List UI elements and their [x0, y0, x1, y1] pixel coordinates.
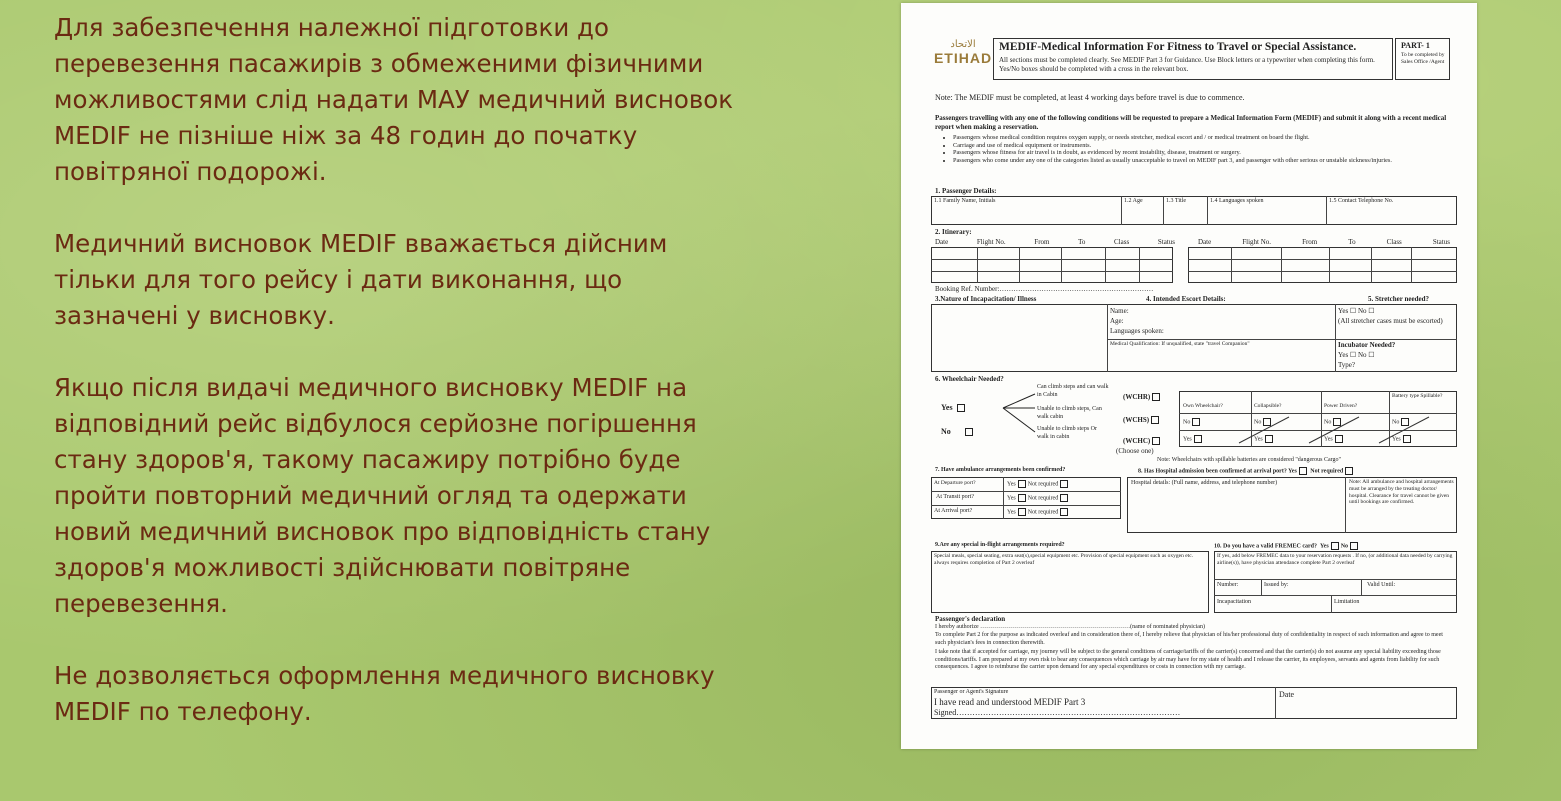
signature-date: Date: [1279, 690, 1295, 699]
col-battery: Battery type Spillable?: [1392, 393, 1443, 399]
incubator-yes-no: Yes ☐ No ☐: [1338, 351, 1375, 359]
wc-no-4: No: [1392, 418, 1411, 427]
signature-signed: Signed…………………………………………………………………………: [934, 708, 1181, 717]
section-4-heading: 4. Intended Escort Details:: [1146, 295, 1226, 303]
signature-label: Passenger or Agent's Signature: [934, 689, 1009, 695]
ambulance-options-3: Yes Not required: [1007, 508, 1070, 517]
section-2-heading: 2. Itinerary:: [935, 228, 972, 236]
slide-text-block: [54, 10, 734, 766]
declaration-para-2: I take note that if accepted for carriage, my journey will be subject to the general conditions of carriage/tariffs of the carrier(s) concerned and that the carrier(s) do not assume any special liability exceeding those conditions/tariffs. I am prepared at my own risk to bear any consequences which carriage by air may have for my state of health and I release the carrier, its employees, servants and agents from liability for such consequences. I agree to reimburse the carrier upon demand for any special expenditures or costs in connection with my carriage.: [935, 649, 1441, 670]
ambulance-options-2: Yes Not required: [1007, 494, 1070, 503]
stretcher-note: (All stretcher cases must be escorted): [1338, 317, 1443, 325]
wheelchair-arrows: [1001, 386, 1041, 446]
ambulance-transit: At Transit port?: [936, 494, 975, 500]
escort-languages: Languages spoken:: [1110, 327, 1164, 335]
paragraph-validity: Медичний висновок MEDIF вважається дійсним тільки для того рейсу і дати виконання, що зазначені у висновку.: [54, 229, 668, 330]
part-label: PART- 1: [1401, 41, 1430, 50]
section-10-heading: 10. Do you have a valid FREMEC card? Yes No: [1214, 542, 1360, 551]
col-own-wheelchair: Own Wheelchair?: [1183, 403, 1223, 409]
fremec-limitation: Limitation: [1334, 599, 1360, 605]
form-subtitle: All sections must be completed clearly. See MEDIF Part 3 for Guidance. Use Block letters or a typewriter when completing this form. Yes/No boxes should be completed with a cross in the relevant box.: [999, 56, 1375, 73]
wc-yes-2: Yes: [1254, 435, 1275, 444]
wc-no-3: No: [1324, 418, 1343, 427]
section-8-heading: 8. Has Hospital admission been confirmed at arrival port? Yes Not required: [1138, 467, 1355, 476]
section-9-heading: 9.Are any special in-flight arrangements required?: [935, 542, 1065, 548]
form-title: MEDIF-Medical Information For Fitness to Travel or Special Assistance.: [999, 41, 1357, 53]
wheelchair-option-wchc: Unable to climb steps Or walk in cabin: [1037, 426, 1097, 440]
wc-no-1: No: [1183, 418, 1202, 427]
field-languages: 1.4 Languages spoken: [1210, 198, 1264, 204]
incubator-type: Type?: [1338, 361, 1356, 369]
signature-read: I have read and understood MEDIF Part 3: [934, 697, 1086, 707]
section-7-heading: 7. Have ambulance arrangements been confirmed?: [935, 467, 1066, 473]
fremec-issued: Issued by:: [1264, 582, 1289, 588]
wheelchair-yes: Yes: [941, 403, 967, 413]
form-bullets: [941, 134, 1453, 165]
fremec-valid: Valid Until:: [1367, 582, 1396, 588]
fremec-number: Number:: [1217, 582, 1239, 588]
incubator-heading: Incubator Needed?: [1338, 341, 1396, 349]
bullet-item: • Carriage and use of medical equipment or instruments.: [953, 142, 1453, 150]
ambulance-options-1: Yes Not required: [1007, 480, 1070, 489]
wheelchair-table-slashes: [1179, 413, 1457, 447]
col-power-driven: Power Driven?: [1324, 403, 1358, 409]
bullet-item: • Passengers whose medical condition requires oxygen supply, or needs stretcher, medical escort and / or medical treatment on board the flight.: [953, 134, 1453, 142]
ambulance-departure: At Departure port?: [934, 480, 976, 486]
part-note: To be completed by Sales Office /Agent: [1401, 52, 1445, 65]
section-3-heading: 3.Nature of Incapacitation/ Illness: [935, 295, 1037, 303]
code-wchs: (WCHS): [1123, 416, 1161, 425]
booking-ref: Booking Ref. Number:…………………………………………………………: [935, 285, 1154, 293]
escort-qualification: Medical Qualification: If unqualified, state "travel Companion": [1110, 341, 1250, 347]
medif-form-image: [901, 3, 1477, 749]
paragraph-48-hours: Для забезпечення належної підготовки до перевезення пасажирів з обмеженими фізичними можливостями слід надати МАУ медичний висновок MEDIF не пізніше ніж за 48 годин до початку повітряної подорожі.: [54, 13, 734, 186]
field-title: 1.3 Title: [1166, 198, 1187, 204]
section-5-heading: 5. Stretcher needed?: [1368, 295, 1429, 303]
section-1-heading: 1. Passenger Details:: [935, 187, 997, 195]
form-intro: Passengers travelling with any one of the following conditions will be requested to prepare a Medical Information Form (MEDIF) and submit it along with a recent medical report when making a reservation.: [935, 114, 1447, 131]
declaration-para-1: To complete Part 2 for the purpose as indicated overleaf and in consideration there of, I hereby relieve that physician of his/her professional duty of confidentiality in respect of such information and agree to meet such physician's fees in connection therewith.: [935, 632, 1443, 646]
itinerary-columns-left: Date Flight No. From To Class Status: [935, 238, 1175, 246]
wheelchair-option-wchr: Can climb steps and can walk in Cabin: [1037, 384, 1109, 398]
wheelchair-option-wchs: Unable to climb steps, Can walk cabin: [1037, 406, 1102, 420]
ambulance-arrival: At Arrival port?: [934, 508, 973, 514]
wheelchair-note: Note: Wheelchairs with spillable batteries are considered "dangerous Cargo": [1157, 457, 1341, 463]
hospital-details: Hospital details: (Full name, address, and telephone number): [1131, 480, 1278, 486]
fremec-text: If yes, add below FREMEC data to your reservation requests . If no, (or additional data needed by carrying airline(s)), have physician attendance complete Part 2 overleaf: [1217, 553, 1453, 566]
paragraph-health-deterioration: Якщо після видачі медичного висновку MEDIF на відповідний рейс відбулося серйозне погіршення стану здоров'я, такому пасажиру потрібно буде пройти повторний медичний огляд та одержати новий медичний висновок про відповідність стану здоров'я можливості здійснювати повітряне перевезення.: [54, 373, 711, 618]
fremec-incapacitation: Incapacitation: [1217, 599, 1251, 605]
itinerary-table-left: [931, 247, 1173, 283]
section-6-heading: 6. Wheelchair Needed?: [935, 375, 1004, 383]
declaration-heading: Passenger's declaration: [935, 615, 1006, 623]
choose-one: (Choose one): [1116, 447, 1154, 455]
field-age: 1.2 Age: [1124, 198, 1143, 204]
wc-yes-1: Yes: [1183, 435, 1204, 444]
paragraph-no-phone: Не дозволяється оформлення медичного висновку MEDIF по телефону.: [54, 661, 715, 726]
field-family-name: 1.1 Family Name, Initials: [934, 198, 996, 204]
wheelchair-no: No: [941, 427, 975, 437]
sections-3-5-box: [931, 304, 1457, 372]
code-wchr: (WCHR): [1123, 393, 1162, 402]
bullet-item: • Passengers who come under any one of the categories listed as usually unacceptable to travel on MEDIF part 3, and passenger with other serious or unstable sickness/injuries.: [953, 157, 1453, 165]
col-collapsible: Collapsible?: [1254, 403, 1282, 409]
itinerary-columns-right: Date Flight No. From To Class Status: [1198, 238, 1450, 246]
code-wchc: (WCHC): [1123, 437, 1162, 446]
field-contact-phone: 1.5 Contact Telephone No.: [1329, 198, 1394, 204]
etihad-logo: الاتحاد ETIHAD: [933, 39, 993, 66]
declaration-authorize: I hereby authorize …………………………………………………………………(name of nominated physician): [935, 624, 1205, 630]
stretcher-yes-no: Yes ☐ No ☐: [1338, 307, 1375, 315]
wc-no-2: No: [1254, 418, 1273, 427]
escort-age: Age:: [1110, 317, 1124, 325]
form-note: Note: The MEDIF must be completed, at least 4 working days before travel is due to commence.: [935, 93, 1245, 102]
wc-yes-4: Yes: [1392, 435, 1413, 444]
itinerary-table-right: [1188, 247, 1457, 283]
bullet-item: • Passengers whose fitness for air travel is in doubt, as evidenced by recent instability, disease, treatment or surgery.: [953, 149, 1453, 157]
wc-yes-3: Yes: [1324, 435, 1345, 444]
inflight-text: Special meals, special seating, extra seat(s),special equipment etc. Provision of special equipment such as oxygen etc. always requires completion of Part 2 overleaf: [934, 553, 1194, 566]
hospital-note: Note: All ambulance and hospital arrangements must be arranged by the treating doctor/ hospital. Clearance for travel cannot be given until bookings are confirmed.: [1349, 479, 1454, 506]
escort-name: Name:: [1110, 307, 1129, 315]
